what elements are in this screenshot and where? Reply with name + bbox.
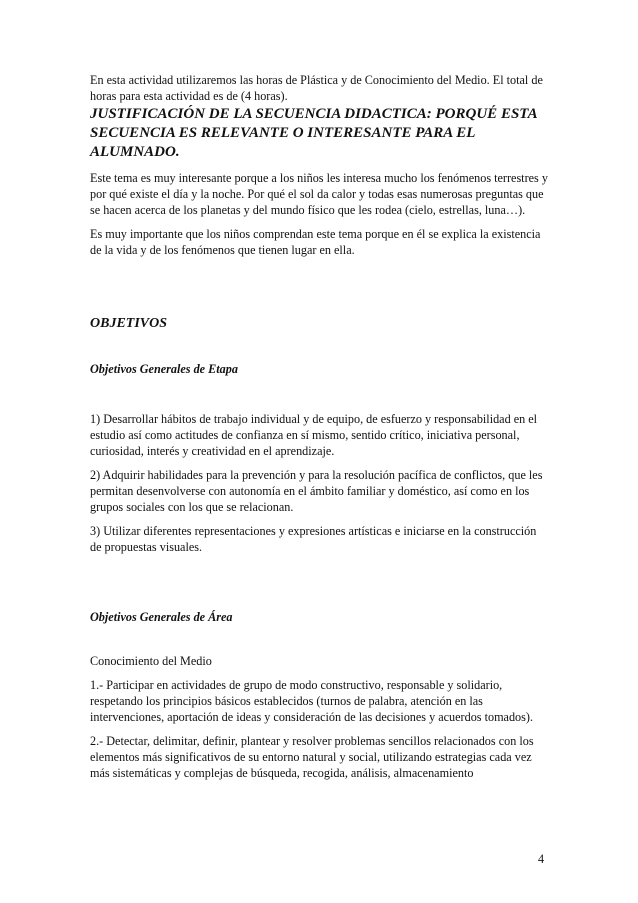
area-subject-label: Conocimiento del Medio — [90, 654, 212, 668]
etapa-objective-2: 2) Adquirir habilidades para la prevención y para la resolución pacífica de conflictos, que les permitan desenvolverse con autonomía en el ámbito familiar y doméstico, así como en los grupos sociales con los que se relacionan. — [90, 468, 543, 514]
document-page — [90, 72, 548, 781]
intro-paragraph: En esta actividad utilizaremos las horas de Plástica y de Conocimiento del Medio. El total de horas para esta actividad es de (4 horas). — [90, 73, 543, 103]
etapa-objective-1: 1) Desarrollar hábitos de trabajo individual y de equipo, de esfuerzo y responsabilidad en el estudio así como actitudes de confianza en sí mismo, sentido crítico, iniciativa personal, curiosidad, interés y creatividad en el aprendizaje. — [90, 412, 538, 458]
justification-paragraph-1: Este tema es muy interesante porque a los niños les interesa mucho los fenómenos terrestres y por qué existe el día y la noche. Por qué el sol da calor y todas esas numerosas preguntas que se hacen acerca de los planetas y del mundo físico que les rodea (cielo, estrellas, luna…). — [90, 171, 548, 217]
area-objective-2: 2.- Detectar, delimitar, definir, plantear y resolver problemas sencillos relacionados con los elementos más significativos de su entorno natural y social, utilizando estrategias cada vez más sistemáticas y complejas de búsqueda, recogida, análisis, almacenamiento — [90, 734, 534, 780]
area-objective-1: 1.- Participar en actividades de grupo de modo constructivo, responsable y solidario, respetando los principios básicos establecidos (turnos de palabra, atención en las intervenciones, aportación de ideas y consideración de las decisiones y acuerdos tomados). — [90, 678, 533, 724]
justification-heading: JUSTIFICACIÓN DE LA SECUENCIA DIDACTICA: PORQUÉ ESTA SECUENCIA ES RELEVANTE O INTERESANTE PARA EL ALUMNADO. — [90, 106, 537, 160]
area-objectives-heading: Objetivos Generales de Área — [90, 610, 233, 624]
etapa-objectives-heading: Objetivos Generales de Etapa — [90, 362, 238, 376]
objetivos-heading: OBJETIVOS — [90, 316, 168, 331]
page-number: 4 — [538, 852, 545, 866]
justification-paragraph-2: Es muy importante que los niños comprendan este tema porque en él se explica la existencia de la vida y de los fenómenos que tienen lugar en ella. — [90, 227, 541, 257]
etapa-objective-3: 3) Utilizar diferentes representaciones y expresiones artísticas e iniciarse en la construcción de propuestas visuales. — [90, 524, 537, 554]
